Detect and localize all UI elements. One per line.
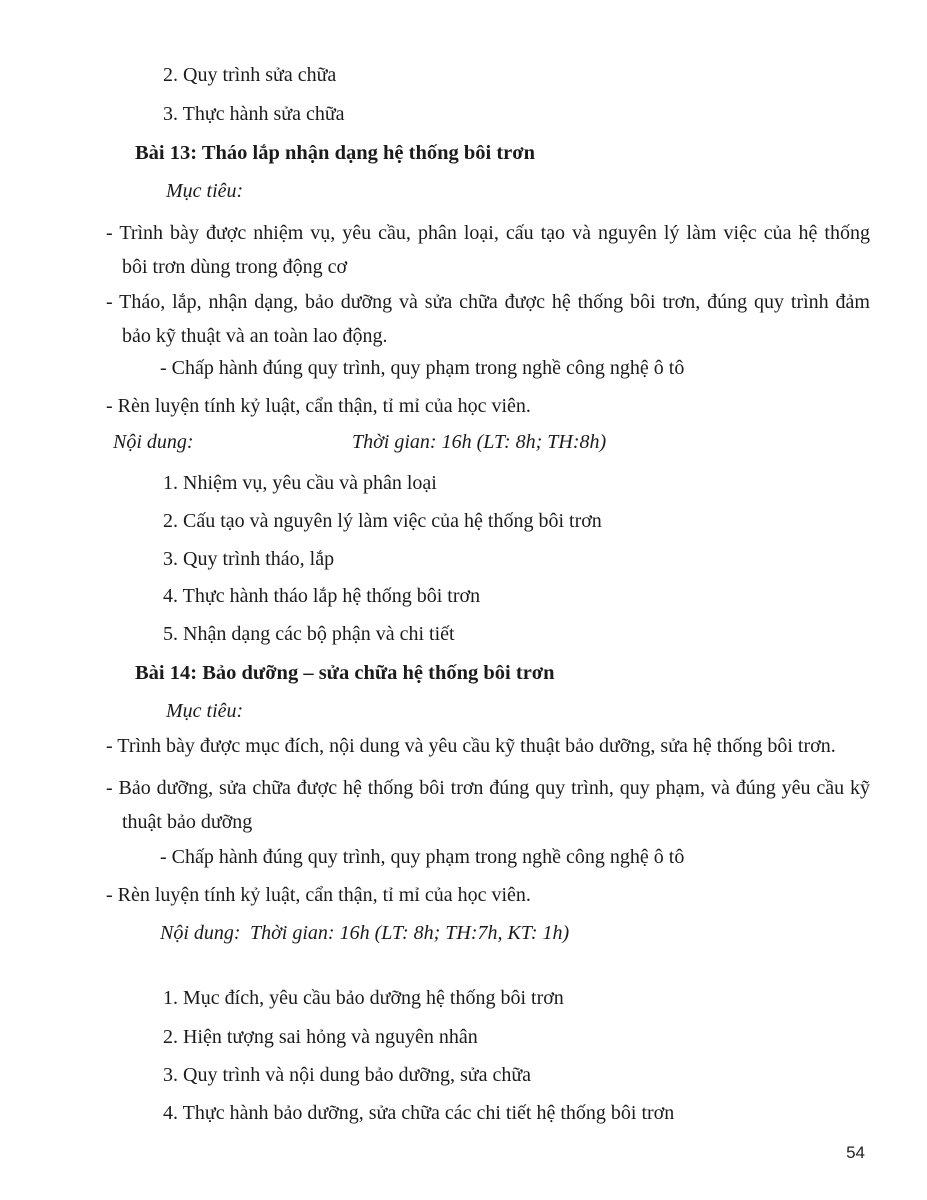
paragraph-line: thuật bảo dưỡng: [122, 811, 253, 833]
list-item: 1. Nhiệm vụ, yêu cầu và phân loại: [163, 472, 437, 494]
paragraph-line: - Tháo, lắp, nhận dạng, bảo dưỡng và sửa chữa được hệ thống bôi trơn, đúng quy trình đảm: [106, 291, 870, 313]
paragraph-line: - Bảo dưỡng, sửa chữa được hệ thống bôi trơn đúng quy trình, quy phạm, và đúng yêu cầu kỹ: [106, 777, 870, 799]
lesson13-content-header: [113, 429, 870, 456]
list-item: 2. Cấu tạo và nguyên lý làm việc của hệ thống bôi trơn: [163, 510, 602, 532]
lesson13-objective-1: [106, 216, 870, 284]
lesson14-title: Bài 14: Bảo dưỡng – sửa chữa hệ thống bôi trơn: [135, 662, 555, 684]
page-number: 54: [846, 1143, 865, 1162]
lesson13-objective-4: - Rèn luyện tính kỷ luật, cẩn thận, tỉ mỉ của học viên.: [106, 395, 531, 417]
lesson14-content-header: [160, 920, 870, 947]
lesson13-title: Bài 13: Tháo lắp nhận dạng hệ thống bôi trơn: [135, 142, 536, 164]
lesson14-objectives-label: Mục tiêu:: [166, 700, 244, 722]
lesson14-objective-3: - Chấp hành đúng quy trình, quy phạm trong nghề công nghệ ô tô: [160, 846, 685, 868]
list-item: 3. Quy trình và nội dung bảo dưỡng, sửa chữa: [163, 1064, 532, 1086]
paragraph-line: bảo kỹ thuật và an toàn lao động.: [122, 325, 388, 347]
lesson14-objective-4: - Rèn luyện tính kỷ luật, cẩn thận, tỉ mỉ của học viên.: [106, 884, 531, 906]
list-item: 2. Quy trình sửa chữa: [163, 64, 337, 86]
list-item: 1. Mục đích, yêu cầu bảo dưỡng hệ thống bôi trơn: [163, 987, 564, 1009]
lesson13-objective-3: - Chấp hành đúng quy trình, quy phạm trong nghề công nghệ ô tô: [160, 357, 685, 379]
content-label: Nội dung:: [113, 431, 194, 453]
lesson14-objective-1: - Trình bày được mục đích, nội dung và yêu cầu kỹ thuật bảo dưỡng, sửa hệ thống bôi trơn.: [106, 735, 836, 757]
list-item: 5. Nhận dạng các bộ phận và chi tiết: [163, 623, 455, 645]
duration-label: Thời gian: 16h (LT: 8h; TH:8h): [352, 431, 607, 453]
content-label: Nội dung:: [160, 922, 241, 944]
lesson13-objective-2: [106, 285, 870, 353]
paragraph-line: bôi trơn dùng trong động cơ: [122, 256, 348, 278]
lesson14-objective-2: [106, 771, 870, 839]
duration-label: Thời gian: 16h (LT: 8h; TH:7h, KT: 1h): [250, 922, 570, 944]
list-item: 4. Thực hành tháo lắp hệ thống bôi trơn: [163, 585, 481, 607]
list-item: 4. Thực hành bảo dưỡng, sửa chữa các chi tiết hệ thống bôi trơn: [163, 1102, 675, 1124]
list-item: 3. Quy trình tháo, lắp: [163, 548, 335, 570]
lesson13-objectives-label: Mục tiêu:: [166, 180, 244, 202]
paragraph-line: - Trình bày được nhiệm vụ, yêu cầu, phân loại, cấu tạo và nguyên lý làm việc của hệ thống: [106, 222, 870, 244]
list-item: 3. Thực hành sửa chữa: [163, 103, 345, 125]
list-item: 2. Hiện tượng sai hỏng và nguyên nhân: [163, 1026, 478, 1048]
